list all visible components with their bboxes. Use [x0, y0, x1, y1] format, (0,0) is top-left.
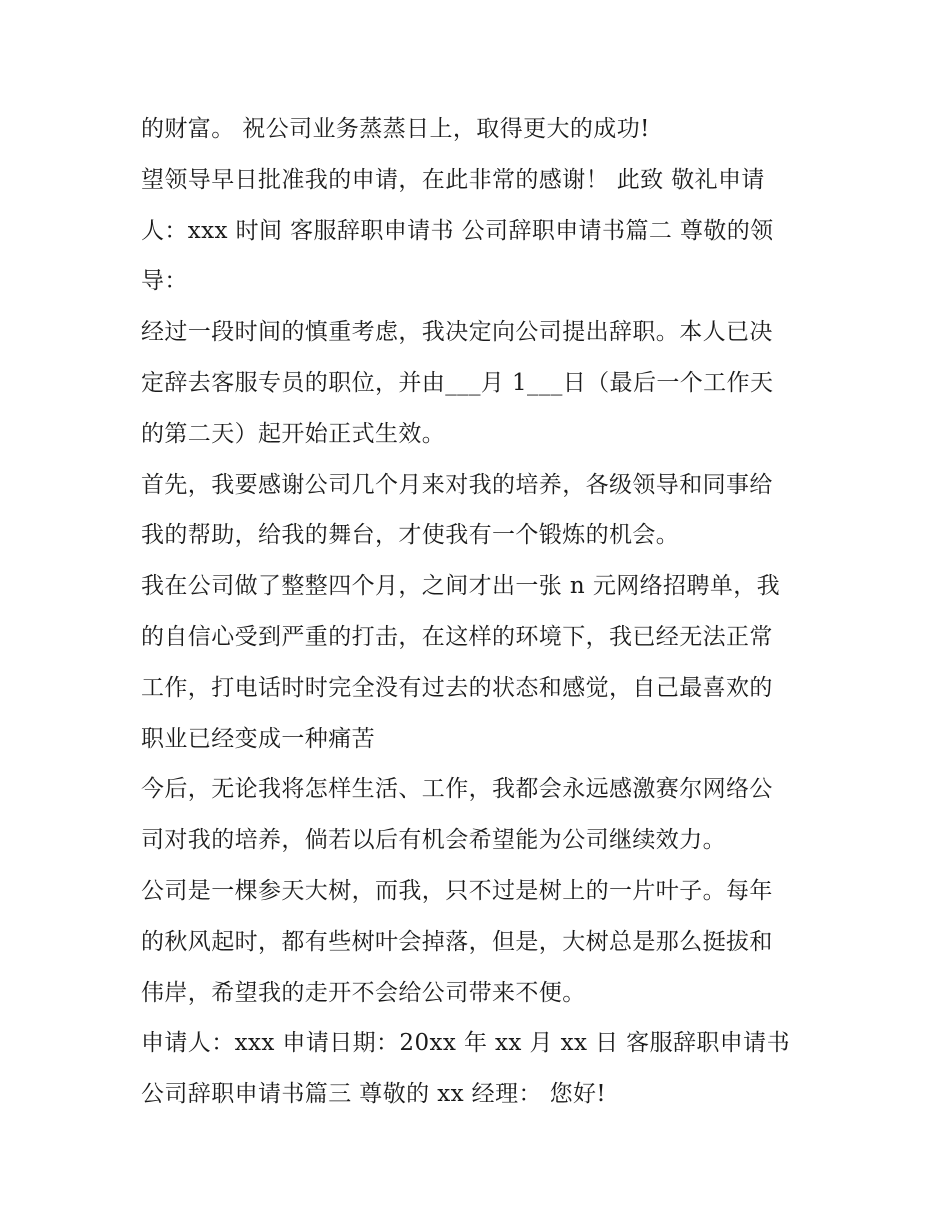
text-line-4: 导： [141, 268, 188, 295]
text-line-18: 伟岸，希望我的走开不会给公司带来不便。 [141, 979, 586, 1006]
text-line-14: 今后，无论我将怎样生活、工作，我都会永远感激赛尔网络公 [141, 776, 773, 803]
text-line-9: 我的帮助，给我的舞台，才使我有一个锻炼的机会。 [141, 522, 680, 549]
text-line-19: 申请人：xxx 申请日期：20xx 年 xx 月 xx 日 客服辞职申请书 [141, 1030, 790, 1057]
text-line-5: 经过一段时间的慎重考虑，我决定向公司提出辞职。本人已决 [141, 319, 773, 346]
text-line-11: 的自信心受到严重的打击，在这样的环境下，我已经无法正常 [141, 623, 773, 650]
text-line-1: 的财富。 祝公司业务蒸蒸日上，取得更大的成功! [141, 116, 650, 142]
text-line-6: 定辞去客服专员的职位，并由___月 1___日（最后一个工作天 [141, 369, 774, 396]
text-line-20: 公司辞职申请书篇三 尊敬的 xx 经理： 您好! [141, 1081, 607, 1108]
text-line-3: 人：xxx 时间 客服辞职申请书 公司辞职申请书篇二 尊敬的领 [141, 217, 774, 244]
document-body [141, 104, 821, 1120]
text-line-13: 职业已经变成一种痛苦 [141, 725, 375, 752]
text-line-8: 首先，我要感谢公司几个月来对我的培养，各级领导和同事给 [141, 471, 773, 498]
text-line-10: 我在公司做了整整四个月，之间才出一张 n 元网络招聘单，我 [141, 573, 781, 600]
text-line-16: 公司是一棵参天大树，而我，只不过是树上的一片叶子。每年 [141, 877, 773, 904]
text-line-15: 司对我的培养，倘若以后有机会希望能为公司继续效力。 [141, 827, 726, 854]
text-line-12: 工作，打电话时时完全没有过去的状态和感觉，自己最喜欢的 [141, 674, 773, 701]
text-line-17: 的秋风起时，都有些树叶会掉落，但是，大树总是那么挺拔和 [141, 928, 773, 955]
text-line-2: 望领导早日批准我的申请，在此非常的感谢！ 此致 敬礼申请 [141, 166, 765, 193]
text-line-7: 的第二天）起开始正式生效。 [141, 420, 446, 447]
